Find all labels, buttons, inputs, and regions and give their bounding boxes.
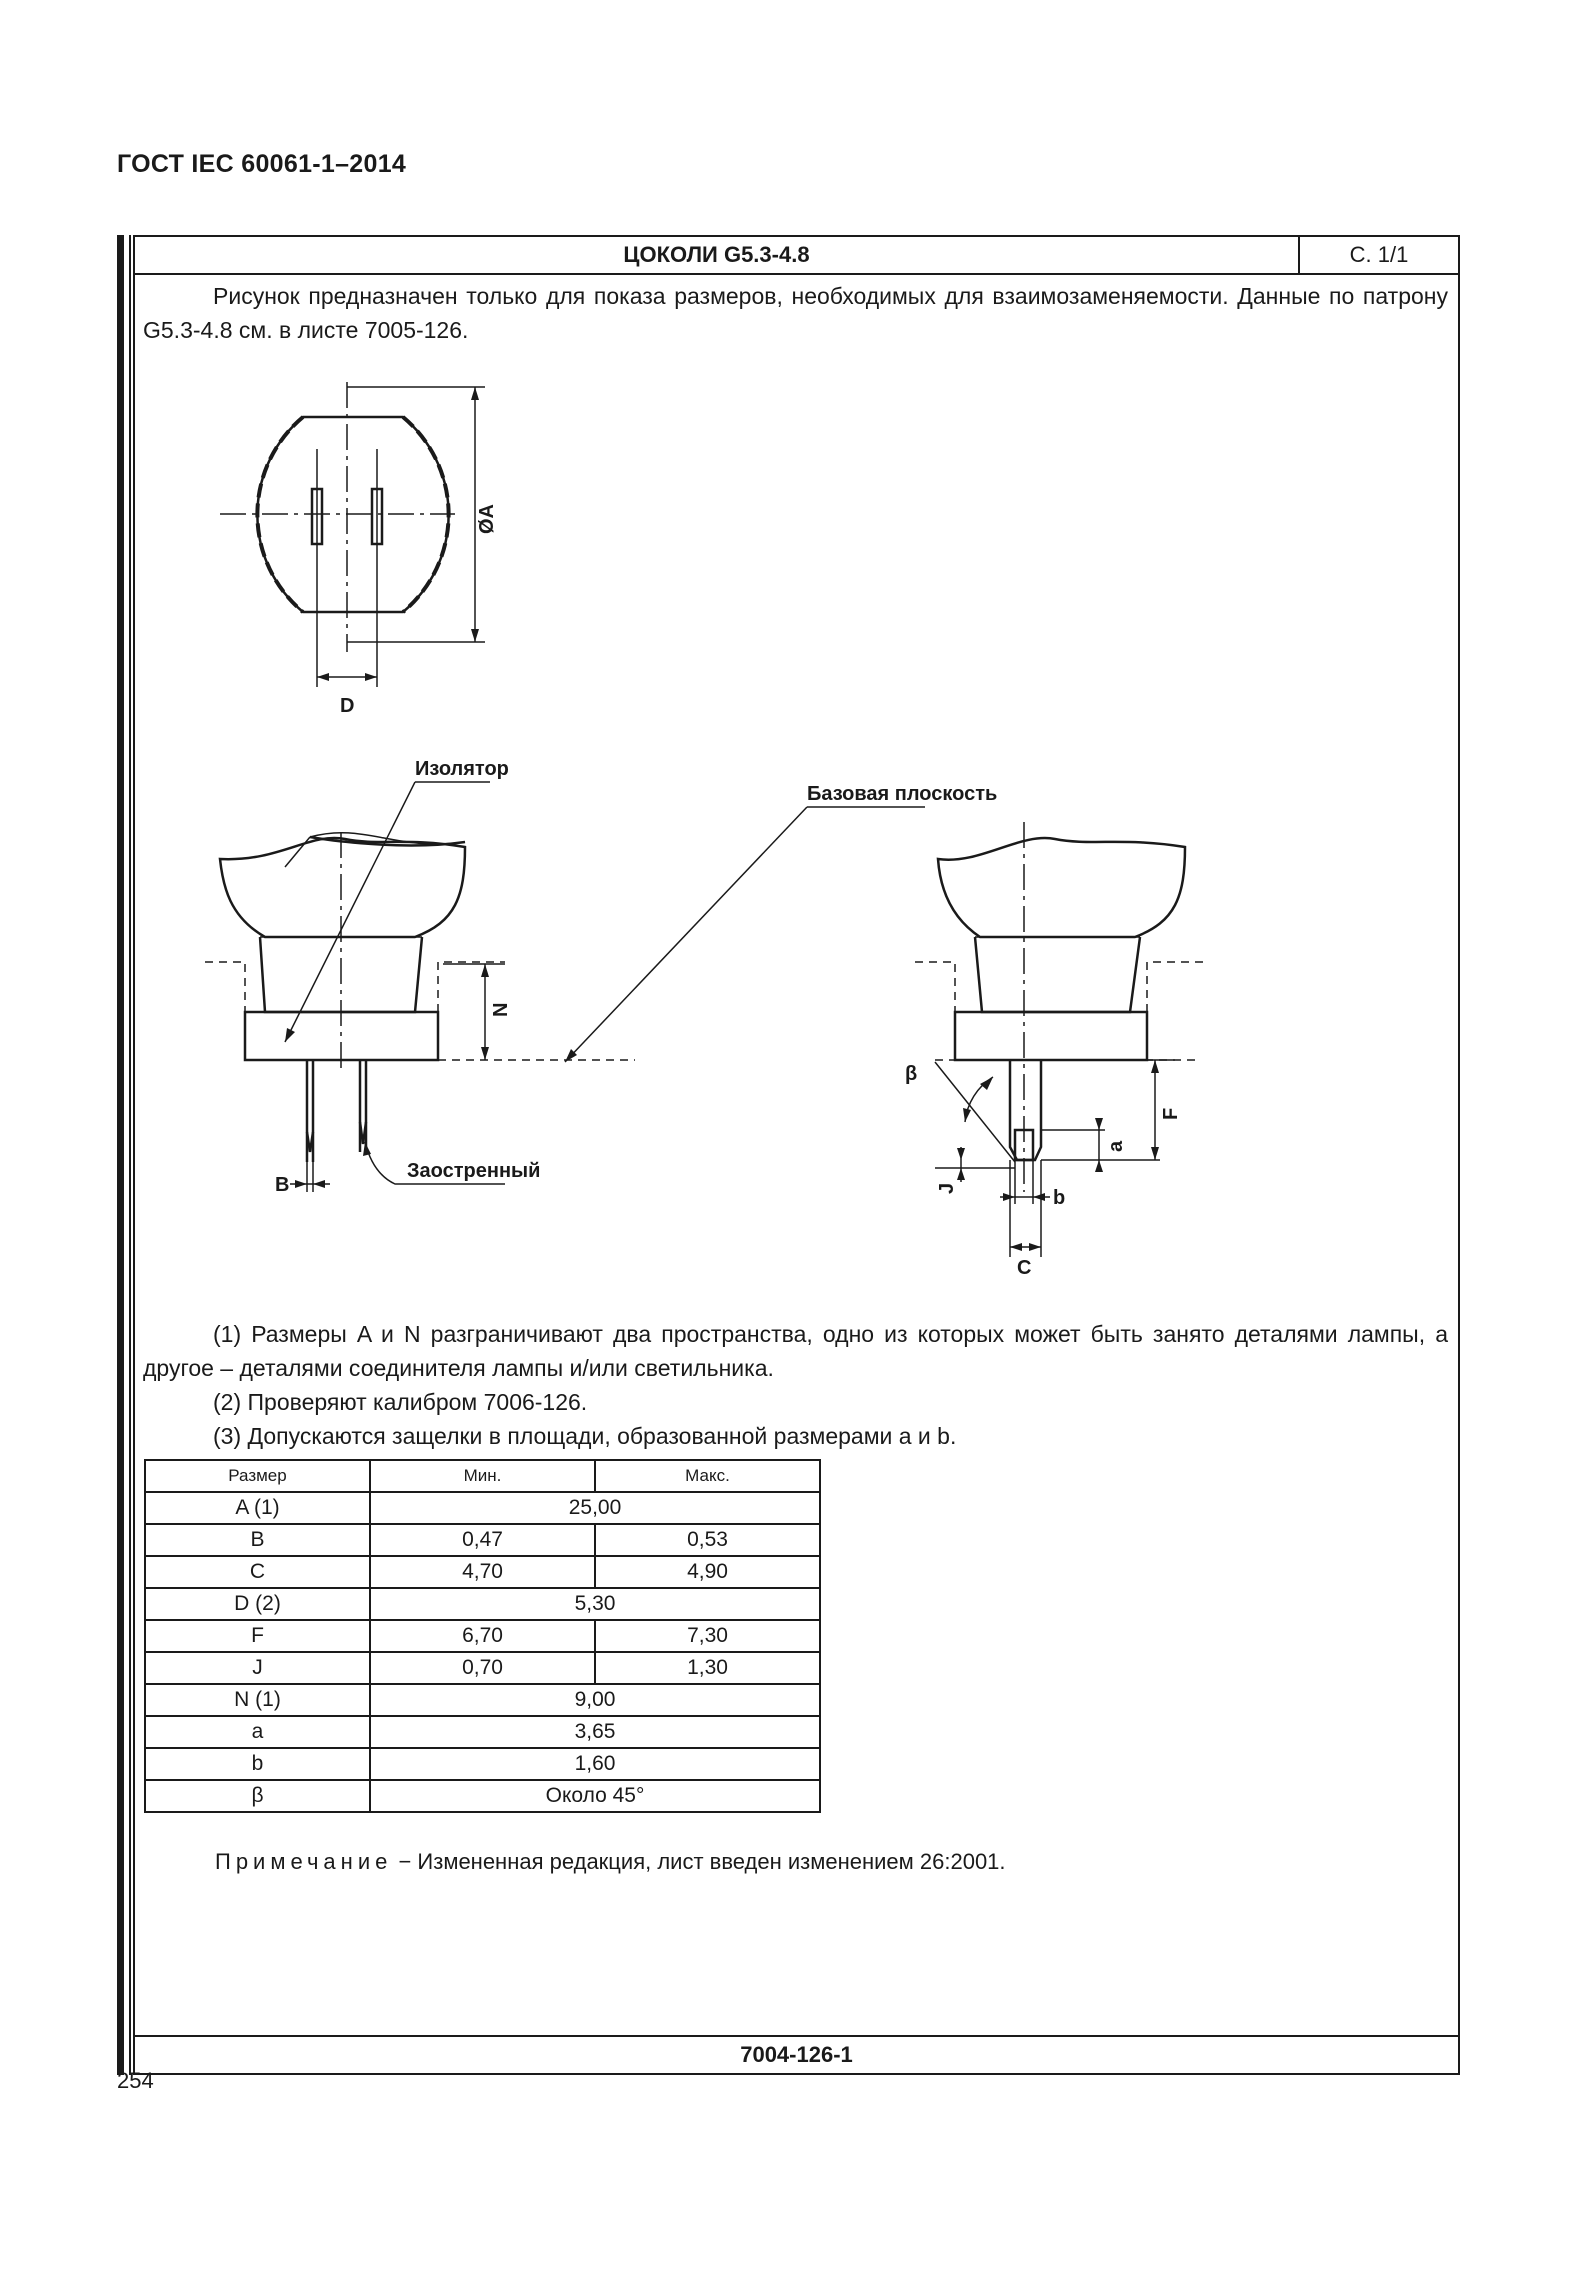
label-diameter-a: ØA [476,504,498,534]
label-b-upper: B [275,1174,290,1196]
table-row [145,1748,820,1780]
cell-min: 6,70 [370,1620,595,1652]
table-row [145,1492,820,1524]
right-side-view [565,807,1208,1257]
note-2: (2) Проверяют калибром 7006-126. [213,1389,588,1415]
technical-drawing [135,362,1458,1322]
intro-text [143,279,1448,347]
footnote-label: Примечание [215,1849,393,1874]
cell-min: 4,70 [370,1556,595,1588]
col-header-dimension: Размер [145,1460,370,1492]
intro-paragraph: Рисунок предназначен только для показа размеров, необходимых для взаимозаменяемости. Данные по патрону G5.3-4.8 см. в листе 7005-126. [143,283,1448,343]
note-3: (3) Допускаются защелки в площади, образованной размерами a и b. [213,1423,957,1449]
sheet-page: С. 1/1 [1349,242,1409,267]
cell-max: 1,30 [595,1652,820,1684]
sheet-header [135,237,1458,275]
cell-max: 0,53 [595,1524,820,1556]
label-d: D [340,695,355,717]
label-b-lower: b [1053,1187,1066,1209]
table-row [145,1652,820,1684]
cell-value: 25,00 [370,1492,820,1524]
table-row [145,1556,820,1588]
cell-max: 4,90 [595,1556,820,1588]
table-row [145,1780,820,1812]
notes-block [143,1317,1448,1453]
footnote [215,1849,1006,1875]
label-a: a [1105,1140,1127,1152]
cell-value: 1,60 [370,1748,820,1780]
label-c: C [1017,1257,1032,1279]
cell-dimension: B [145,1524,370,1556]
cell-dimension: A (1) [145,1492,370,1524]
table-row [145,1588,820,1620]
table-row [145,1524,820,1556]
cell-value: 9,00 [370,1684,820,1716]
cell-value: 5,30 [370,1588,820,1620]
dimensions-table [144,1459,821,1813]
label-base-plane: Базовая плоскость [807,783,998,805]
left-border-thick [117,235,124,2075]
table-header-row [145,1460,820,1492]
table-row [145,1684,820,1716]
label-insulator: Изолятор [415,758,509,780]
cell-dimension: β [145,1780,370,1812]
page-number: 254 [117,2068,154,2093]
cell-dimension: a [145,1716,370,1748]
cell-dimension: C [145,1556,370,1588]
cell-dimension: b [145,1748,370,1780]
sheet-code: 7004-126-1 [135,2035,1458,2073]
cell-value: 3,65 [370,1716,820,1748]
cell-max: 7,30 [595,1620,820,1652]
label-sharpened: Заостренный [407,1160,541,1182]
label-f: F [1160,1107,1182,1120]
cell-dimension: D (2) [145,1588,370,1620]
footnote-text: − Измененная редакция, лист введен изменением 26:2001. [392,1849,1006,1874]
cell-value: Около 45° [370,1780,820,1812]
label-n: N [490,1002,512,1017]
left-border-thin [129,235,131,2075]
cell-dimension: F [145,1620,370,1652]
sheet-title: ЦОКОЛИ G5.3-4.8 [135,237,1300,273]
table-row [145,1716,820,1748]
standard-number: ГОСТ IEC 60061-1–2014 [117,150,407,178]
col-header-min: Мин. [370,1460,595,1492]
left-side-view [135,362,635,1192]
cell-min: 0,47 [370,1524,595,1556]
sheet-frame [133,235,1460,2075]
table-row [145,1620,820,1652]
cell-dimension: J [145,1652,370,1684]
cell-dimension: N (1) [145,1684,370,1716]
label-beta: β [905,1063,918,1085]
top-view [220,382,485,687]
col-header-max: Макс. [595,1460,820,1492]
label-j: J [936,1182,958,1194]
note-1: (1) Размеры A и N разграничивают два пространства, одно из которых может быть занято деталями лампы, а другое – деталями соединителя лампы и/или светильника. [143,1321,1448,1381]
cell-min: 0,70 [370,1652,595,1684]
